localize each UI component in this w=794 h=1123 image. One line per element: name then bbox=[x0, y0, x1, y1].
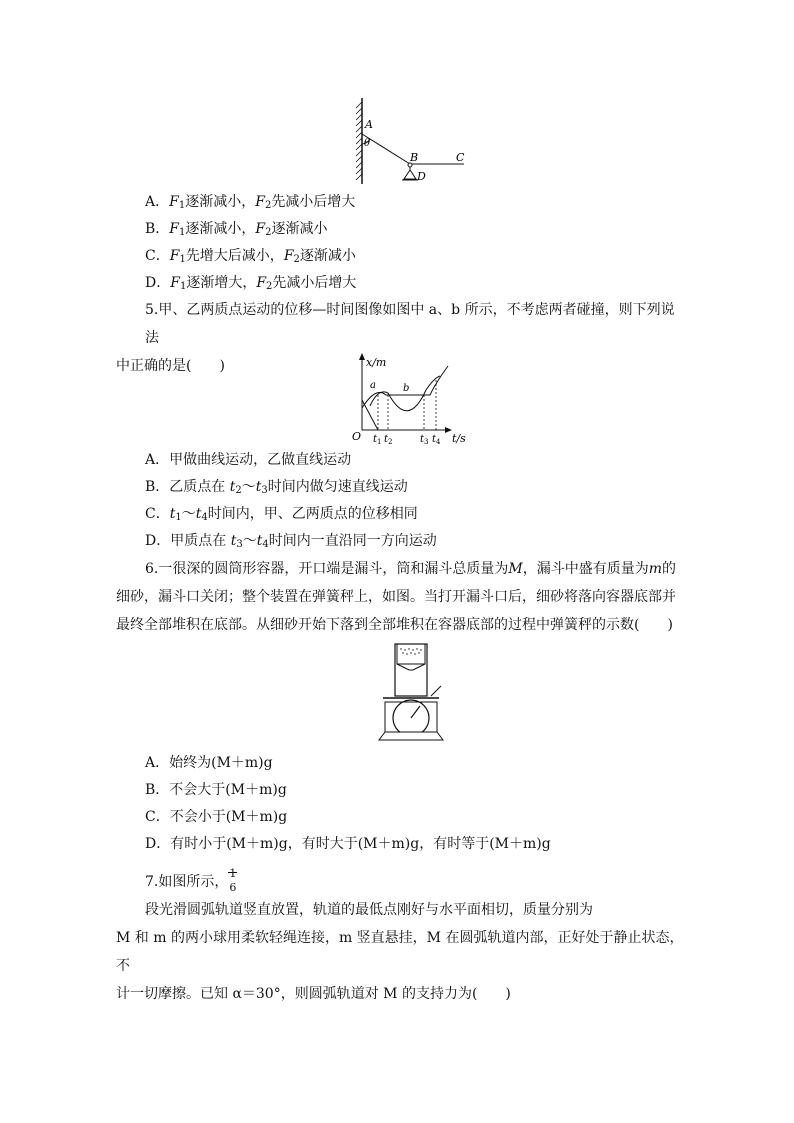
q6-stem-line3: 最终全部堆积在底部。从细砂开始下落到全部堆积在容器底部的过程中弹簧秤的示数( ) bbox=[116, 617, 673, 633]
scale-base bbox=[379, 732, 443, 740]
q6-option-d[interactable]: D．有时小于(M＋m)g，有时大于(M＋m)g，有时等于(M＋m)g bbox=[145, 836, 551, 852]
q6-option-a[interactable]: A．始终为(M＋m)g bbox=[145, 755, 273, 771]
origin-label: O bbox=[352, 430, 362, 443]
q4-figure bbox=[340, 92, 480, 192]
tick-t1: $t_1$ bbox=[373, 434, 382, 446]
q5-option-b[interactable]: B．乙质点在 $t_2\sim t_3$时间内做匀速直线运动 bbox=[145, 479, 408, 496]
q4-option-c[interactable]: C．$F_1$先增大后减小，$F_2$逐渐减小 bbox=[145, 248, 356, 265]
label-c: C bbox=[456, 151, 465, 164]
q4-option-a[interactable]: A．$F_1$逐渐减小，$F_2$先减小后增大 bbox=[145, 194, 356, 211]
q7-stem-line2: M 和 m 的两小球用柔软轻绳连接，m 竖直悬挂，M 在圆弧轨道内部，正好处于静止状态，不 bbox=[116, 930, 684, 974]
q7-stem-line3: 计一切摩擦。已知 α＝30°，则圆弧轨道对 M 的支持力为( ) bbox=[116, 986, 511, 1002]
q5-stem-line1: 5.甲、乙两质点运动的位移—时间图像如图中 a、b 所示，不考虑两者碰撞，则下列说法 bbox=[145, 302, 675, 346]
label-theta: θ bbox=[364, 138, 371, 149]
q5-stem-line2: 中正确的是( ) bbox=[116, 358, 225, 374]
q6-stem-line2: 细砂，漏斗口关闭；整个装置在弹簧秤上，如图。当打开漏斗口后，细砂将落向容器底部并 bbox=[116, 589, 676, 605]
y-axis-label: x/m bbox=[366, 356, 387, 369]
q6-option-c[interactable]: C．不会小于(M＋m)g bbox=[145, 809, 288, 825]
q5-option-d[interactable]: D．甲质点在 $t_3\sim t_4$时间内一直沿同一方向运动 bbox=[145, 533, 437, 550]
q4-option-d[interactable]: D．$F_1$逐渐增大，$F_2$先减小后增大 bbox=[145, 275, 357, 292]
label-a: A bbox=[365, 118, 373, 131]
x-axis-label: t/s bbox=[452, 432, 466, 445]
support-d bbox=[404, 170, 416, 179]
wall-hatching bbox=[356, 102, 362, 180]
q6-stem-line1: 6.一很深的圆筒形容器，开口端是漏斗，筒和漏斗总质量为M，漏斗中盛有质量为m的 bbox=[145, 561, 676, 577]
q6-figure bbox=[375, 640, 455, 748]
q6-option-b[interactable]: B．不会大于(M＋m)g bbox=[145, 782, 287, 798]
curve-a-label: a bbox=[370, 380, 376, 391]
fraction-one-sixth: 1 6 bbox=[229, 867, 237, 894]
funnel-cone bbox=[397, 664, 425, 670]
tick-t4: $t_4$ bbox=[432, 434, 441, 446]
label-d: D bbox=[417, 170, 426, 183]
label-b: B bbox=[410, 151, 419, 164]
tick-t2: $t_2$ bbox=[384, 434, 393, 446]
q7-stem-line1: 7.如图所示， 1 6 段光滑圆弧轨道竖直放置，轨道的最低点刚好与水平面相切，质量分别为 bbox=[145, 867, 593, 918]
q7-stem bbox=[116, 868, 686, 1008]
q5-option-c[interactable]: C．$t_1\sim t_4$时间内，甲、乙两质点的位移相同 bbox=[145, 506, 418, 523]
tick-t3: $t_3$ bbox=[420, 434, 429, 446]
curve-b-label: b bbox=[403, 383, 410, 394]
q5-option-a[interactable]: A．甲做曲线运动，乙做直线运动 bbox=[145, 452, 352, 468]
q5-graph bbox=[348, 350, 478, 446]
funnel-top bbox=[397, 644, 425, 664]
q4-option-b[interactable]: B．$F_1$逐渐减小，$F_2$逐渐减小 bbox=[145, 221, 328, 238]
q6-stem bbox=[116, 555, 686, 639]
